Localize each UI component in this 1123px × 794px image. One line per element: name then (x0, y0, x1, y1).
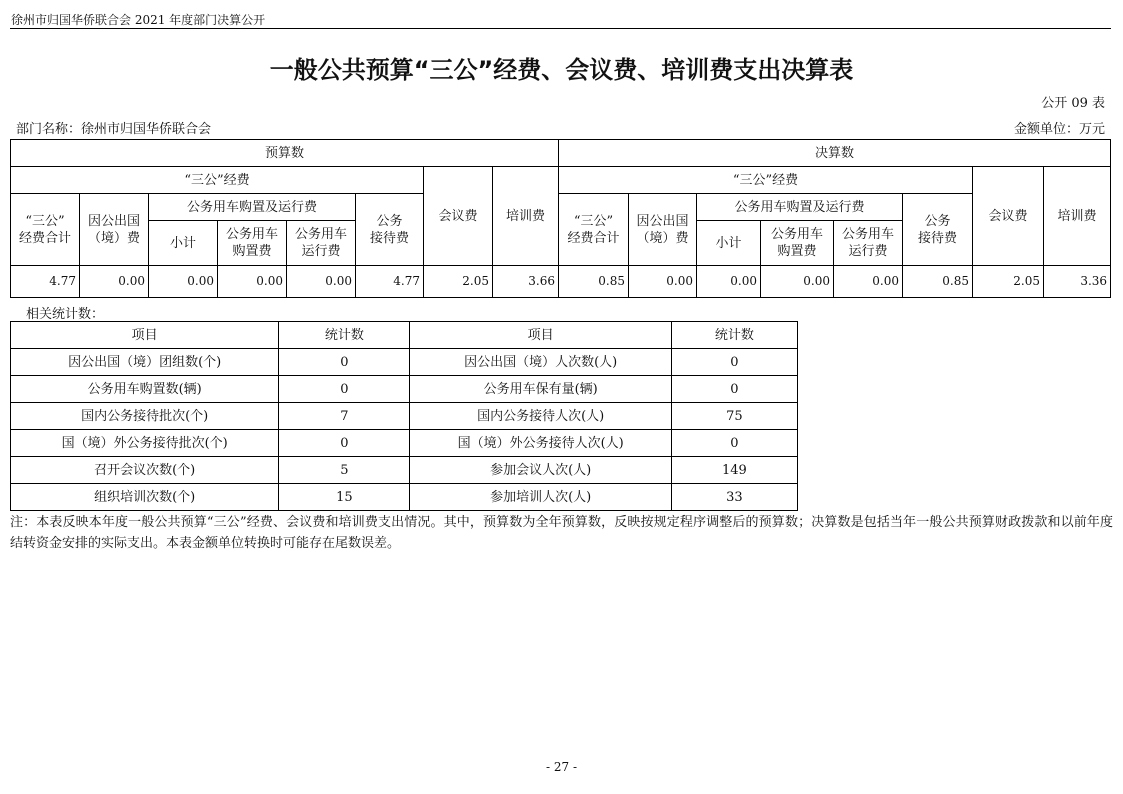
value-cell: 0.00 (697, 266, 761, 298)
value-cell: 0.00 (761, 266, 834, 298)
department-name: 部门名称：徐州市归国华侨联合会 (16, 122, 212, 137)
stats-item: 组织培训次数(个) (11, 484, 279, 511)
final-operation-header: 公务用车 运行费 (834, 221, 903, 266)
stats-count: 7 (279, 403, 410, 430)
stats-header: 项目 (11, 322, 279, 349)
final-reception-header: 公务 接待费 (903, 194, 973, 266)
value-cell: 0.00 (80, 266, 149, 298)
budget-reception-header: 公务 接待费 (356, 194, 424, 266)
table-row (11, 376, 798, 403)
value-cell: 2.05 (973, 266, 1044, 298)
value-cell: 0.00 (287, 266, 356, 298)
stats-table (10, 321, 798, 511)
table-number: 公开 09 表 (1041, 96, 1105, 111)
value-cell: 0.85 (559, 266, 629, 298)
stats-item: 召开会议次数(个) (11, 457, 279, 484)
value-cell: 4.77 (356, 266, 424, 298)
value-cell: 3.36 (1044, 266, 1111, 298)
final-vehicle-header: 公务用车购置及运行费 (697, 194, 903, 221)
value-cell: 0.00 (218, 266, 287, 298)
final-purchase-header: 公务用车 购置费 (761, 221, 834, 266)
budget-header: 预算数 (11, 140, 559, 167)
stats-count: 33 (671, 484, 797, 511)
stats-item: 国内公务接待人次(人) (410, 403, 671, 430)
amount-unit: 金额单位：万元 (1013, 122, 1105, 137)
page-number: - 27 - (545, 760, 577, 774)
final-meeting-header: 会议费 (973, 167, 1044, 266)
budget-three-public-header: “三公”经费 (11, 167, 424, 194)
stats-count: 149 (671, 457, 797, 484)
stats-item: 国（境）外公务接待批次(个) (11, 430, 279, 457)
budget-purchase-header: 公务用车 购置费 (218, 221, 287, 266)
stats-count: 0 (279, 430, 410, 457)
budget-training-header: 培训费 (493, 167, 559, 266)
value-cell: 2.05 (424, 266, 493, 298)
stats-count: 0 (671, 376, 797, 403)
final-training-header: 培训费 (1044, 167, 1111, 266)
value-cell: 0.00 (629, 266, 697, 298)
table-row (11, 403, 798, 430)
stats-label: 相关统计数： (26, 307, 105, 322)
stats-item: 因公出国（境）人次数(人) (410, 349, 671, 376)
table-row (11, 349, 798, 376)
stats-count: 5 (279, 457, 410, 484)
table-row (11, 484, 798, 511)
stats-item: 公务用车保有量(辆) (410, 376, 671, 403)
final-abroad-header: 因公出国 （境）费 (629, 194, 697, 266)
stats-count: 0 (671, 349, 797, 376)
stats-header: 项目 (410, 322, 671, 349)
table-row (11, 457, 798, 484)
stats-item: 参加会议人次(人) (410, 457, 671, 484)
stats-header: 统计数 (671, 322, 797, 349)
stats-item: 因公出国（境）团组数(个) (11, 349, 279, 376)
table-row (11, 430, 798, 457)
main-expense-table (10, 139, 1111, 298)
stats-count: 0 (279, 376, 410, 403)
value-cell: 0.00 (149, 266, 218, 298)
stats-count: 75 (671, 403, 797, 430)
value-cell: 4.77 (11, 266, 80, 298)
value-cell: 0.85 (903, 266, 973, 298)
budget-operation-header: 公务用车 运行费 (287, 221, 356, 266)
stats-count: 0 (279, 349, 410, 376)
stats-count: 0 (671, 430, 797, 457)
budget-vehicle-header: 公务用车购置及运行费 (149, 194, 356, 221)
value-cell: 3.66 (493, 266, 559, 298)
running-header: 徐州市归国华侨联合会 2021 年度部门决算公开 (11, 13, 266, 27)
header-rule (10, 28, 1111, 29)
final-subtotal-header: 小计 (697, 221, 761, 266)
stats-item: 国内公务接待批次(个) (11, 403, 279, 430)
budget-abroad-header: 因公出国 （境）费 (80, 194, 149, 266)
final-total-header: “三公” 经费合计 (559, 194, 629, 266)
budget-subtotal-header: 小计 (149, 221, 218, 266)
stats-item: 参加培训人次(人) (410, 484, 671, 511)
budget-meeting-header: 会议费 (424, 167, 493, 266)
budget-total-header: “三公” 经费合计 (11, 194, 80, 266)
final-header: 决算数 (559, 140, 1111, 167)
final-three-public-header: “三公”经费 (559, 167, 973, 194)
stats-header: 统计数 (279, 322, 410, 349)
footnote: 注：本表反映本年度一般公共预算“三公”经费、会议费和培训费支出情况。其中，预算数为全年预算数，反映按规定程序调整后的预算数；决算数是包括当年一般公共预算财政拨款和以前年度结转资金安排的实际支出。本表金额单位转换时可能存在尾数误差。 (10, 515, 1113, 551)
value-cell: 0.00 (834, 266, 903, 298)
page-title: 一般公共预算“三公”经费、会议费、培训费支出决算表 (269, 56, 854, 84)
stats-count: 15 (279, 484, 410, 511)
stats-item: 公务用车购置数(辆) (11, 376, 279, 403)
stats-item: 国（境）外公务接待人次(人) (410, 430, 671, 457)
